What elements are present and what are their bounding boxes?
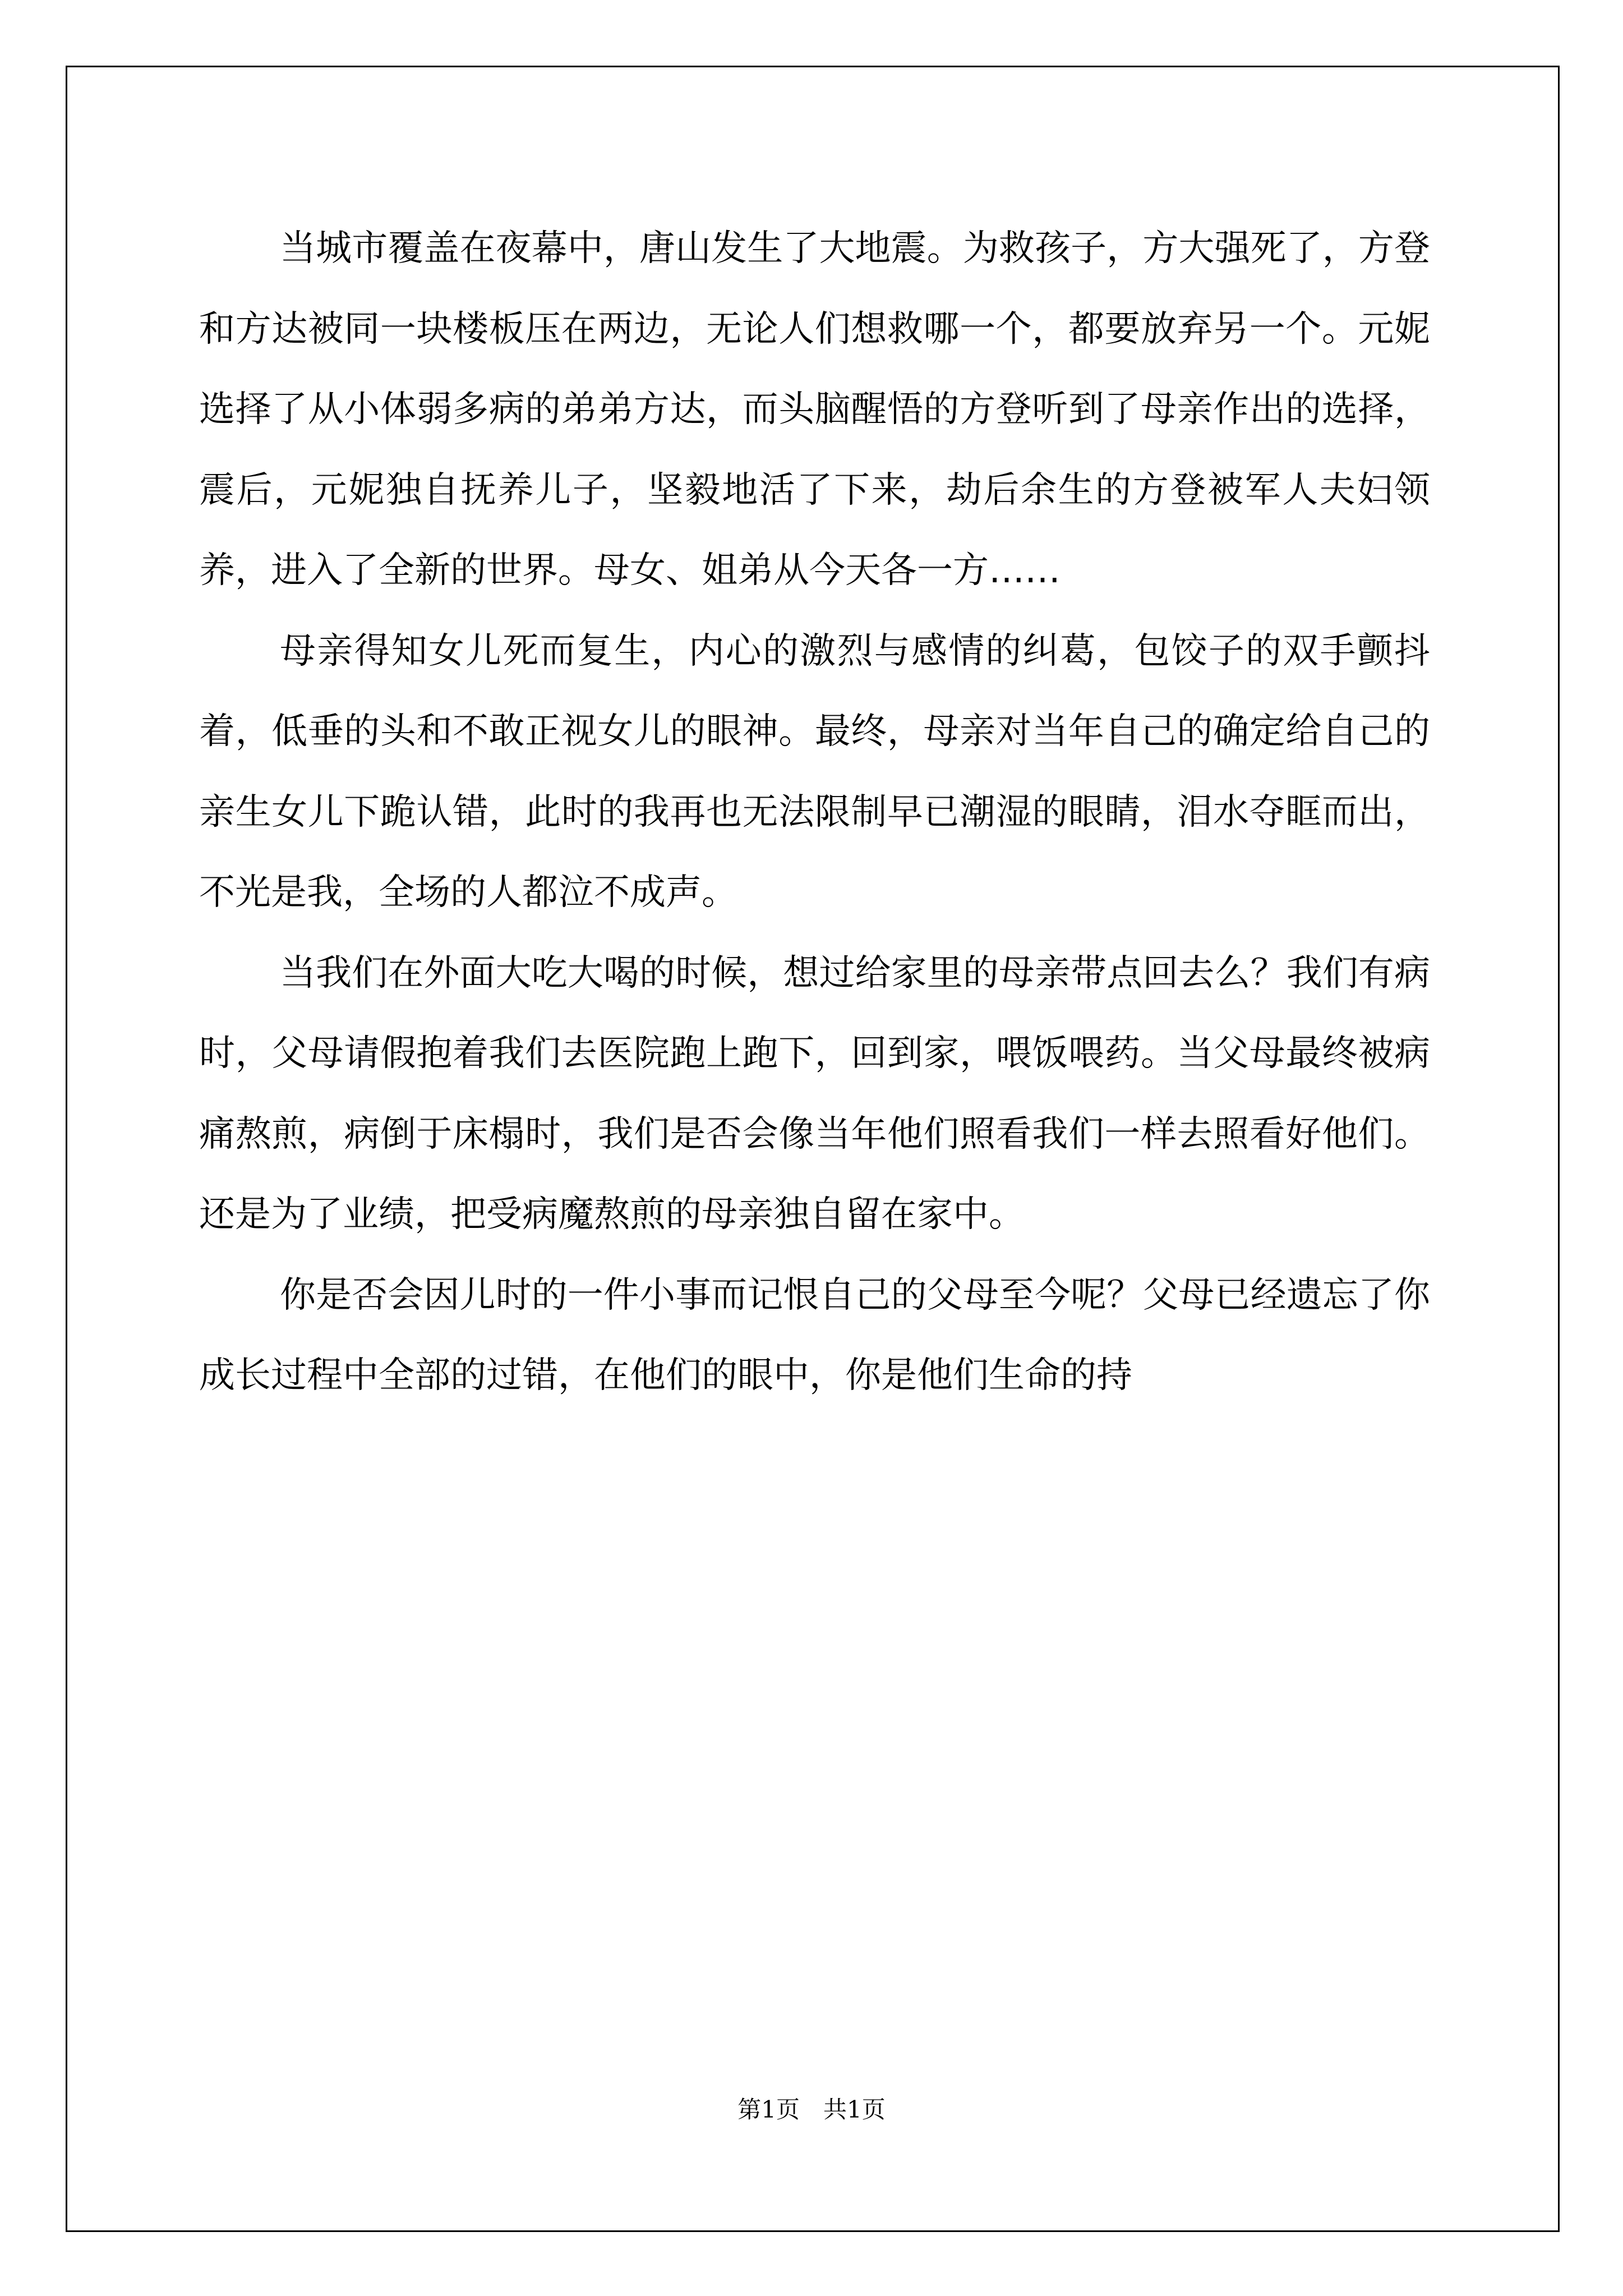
document-body (199, 209, 1430, 1416)
paragraph-2: 母亲得知女儿死而复生，内心的激烈与感情的纠葛，包饺子的双手颤抖着，低垂的头和不敢正视女儿的眼神。最终，母亲对当年自己的确定给自己的亲生女儿下跪认错，此时的我再也无法限制早已潮湿的眼睛，泪水夺眶而出，不光是我，全场的人都泣不成声。 (199, 630, 1430, 913)
paragraph-4: 你是否会因儿时的一件小事而记恨自己的父母至今呢？父母已经遗忘了你成长过程中全部的过错，在他们的眼中，你是他们生命的持 (199, 1274, 1430, 1396)
paragraph-1: 当城市覆盖在夜幕中，唐山发生了大地震。为救孩子，方大强死了，方登和方达被同一块楼板压在两边，无论人们想救哪一个，都要放弃另一个。元妮选择了从小体弱多病的弟弟方达，而头脑醒悟的方登听到了母亲作出的选择，震后，元妮独自抚养儿子，坚毅地活了下来，劫后余生的方登被军人夫妇领养，进入了全新的世界。母女、姐弟从今天各一方…… (199, 228, 1430, 591)
page-number: 第1页 共1页 (737, 2096, 886, 2123)
paragraph-3: 当我们在外面大吃大喝的时候，想过给家里的母亲带点回去么？我们有病时，父母请假抱着我们去医院跑上跑下，回到家，喂饭喂药。当父母最终被病痛熬煎，病倒于床榻时，我们是否会像当年他们照看我们一样去照看好他们。还是为了业绩，把受病魔熬煎的母亲独自留在家中。 (199, 952, 1430, 1235)
